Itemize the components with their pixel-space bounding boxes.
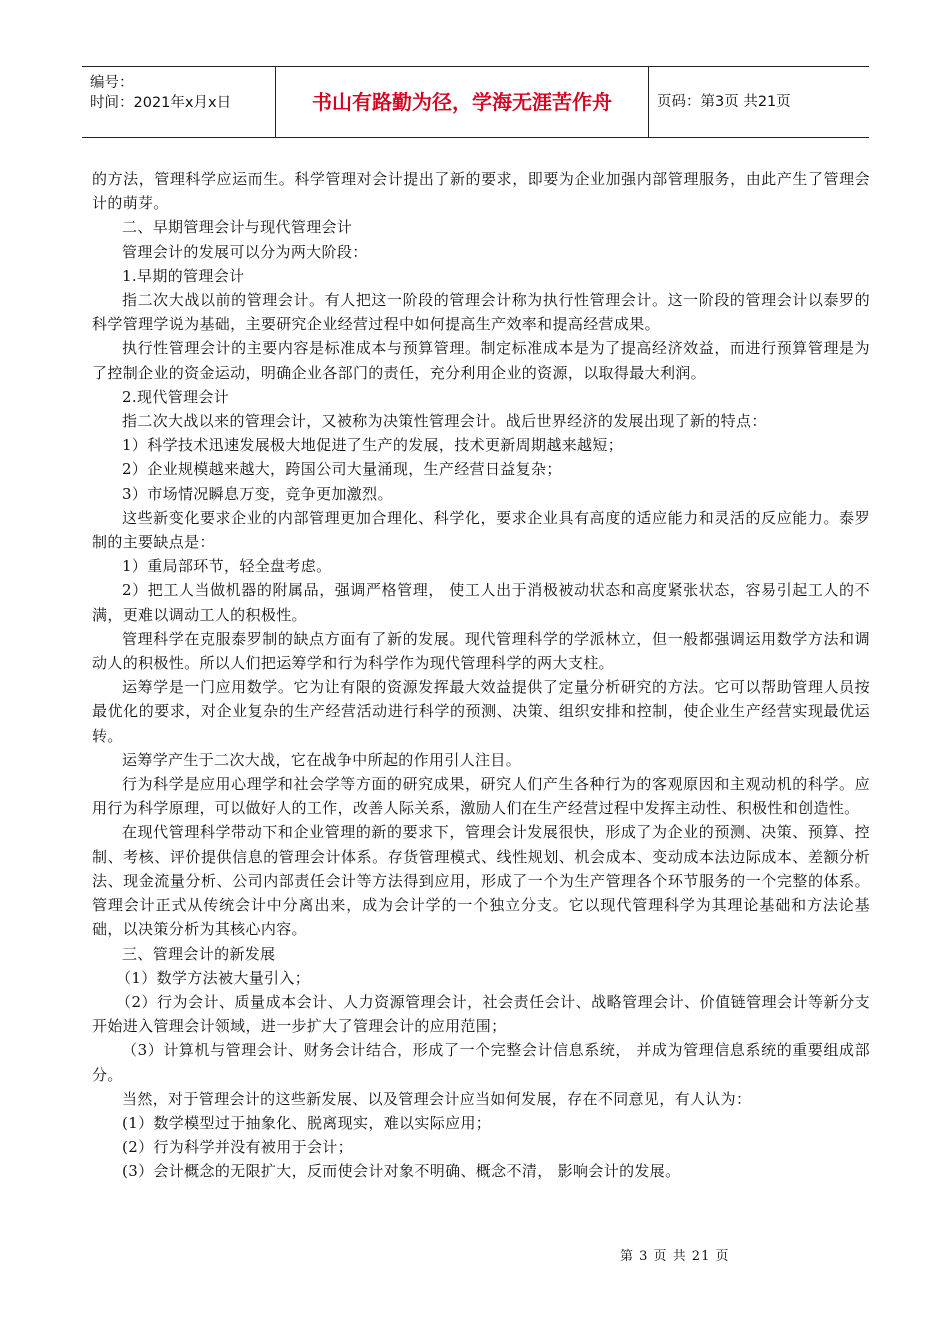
list-item: 1）科学技术迅速发展极大地促进了生产的发展，技术更新周期越来越短； xyxy=(122,436,624,455)
subsection-heading: 2.现代管理会计 xyxy=(122,387,230,406)
header-info-cell xyxy=(82,67,276,137)
list-item: 2）把工人当做机器的附属品，强调严格管理， 使工人出于消极被动状态和高度紧张状态，容易引起工人的不满，更难以调动工人的积极性。 xyxy=(92,581,870,624)
paragraph: 运筹学产生于二次大战，它在战争中所起的作用引人注目。 xyxy=(122,750,522,769)
paragraph: 运筹学是一门应用数学。它为让有限的资源发挥最大效益提供了定量分析研究的方法。它可以帮助管理人员按最优化的要求，对企业复杂的生产经营活动进行科学的预测、决策、组织安排和控制，使企业生产经营实现最优运转。 xyxy=(92,678,870,745)
list-item: （2）行为会计、质量成本会计、人力资源管理会计，社会责任会计、战略管理会计、价值链管理会计等新分支开始进入管理会计领域，进一步扩大了管理会计的应用范围； xyxy=(92,992,870,1036)
list-item: (1）数学模型过于抽象化、脱离现实，难以实际应用； xyxy=(122,1113,492,1132)
paragraph: 指二次大战以来的管理会计，又被称为决策性管理会计。战后世界经济的发展出现了新的特点： xyxy=(122,412,767,431)
paragraph: 在现代管理科学带动下和企业管理的新的要求下，管理会计发展很快，形成了为企业的预测、决策、预算、控制、考核、评价提供信息的管理会计体系。存货管理模式、线性规划、机会成本、变动成本法边际成本、差额分析法、现金流量分析、公司内部责任会计等方法得到应用，形成了一个为生产管理各个环节服务的一个完整的体系。管理会计正式从传统会计中分离出来，成为会计学的一个独立分支。它以现代管理科学为其理论基础和方法论基础，以决策分析为其核心内容。 xyxy=(92,823,870,939)
list-item: 2）企业规模越来越大，跨国公司大量涌现，生产经营日益复杂； xyxy=(122,460,562,479)
serial-number-label: 编号： xyxy=(90,75,134,91)
list-item: 3）市场情况瞬息万变，竞争更加激烈。 xyxy=(122,484,393,503)
list-item: 1）重局部环节，轻全盘考虑。 xyxy=(122,557,332,576)
paragraph: 指二次大战以前的管理会计。有人把这一阶段的管理会计称为执行性管理会计。这一阶段的管理会计以泰罗的科学管理学说为基础，主要研究企业经营过程中如何提高生产效率和提高经营成果。 xyxy=(92,291,870,334)
date-label: 时间：2021年x月x日 xyxy=(90,95,232,111)
page-footer: 第 3 页 共 21 页 xyxy=(620,1249,730,1264)
list-item: (2）行为科学并没有被用于会计； xyxy=(122,1138,353,1157)
header-motto: 书山有路勤为径，学海无涯苦作舟 xyxy=(276,67,649,137)
paragraph: 当然，对于管理会计的这些新发展、以及管理会计应当如何发展，存在不同意见，有人认为： xyxy=(122,1089,752,1108)
subsection-heading: 1.早期的管理会计 xyxy=(122,266,245,285)
list-item: （3）计算机与管理会计、财务会计结合，形成了一个完整会计信息系统， 并成为管理信息系统的重要组成部分。 xyxy=(92,1041,870,1084)
document-body xyxy=(92,167,870,1184)
paragraph: 这些新变化要求企业的内部管理更加合理化、科学化，要求企业具有高度的适应能力和灵活的反应能力。泰罗制的主要缺点是： xyxy=(92,508,870,552)
page-header xyxy=(82,66,869,138)
paragraph: 的方法，管理科学应运而生。科学管理对会计提出了新的要求，即要为企业加强内部管理服务，由此产生了管理会计的萌芽。 xyxy=(92,170,870,213)
paragraph: 管理科学在克服泰罗制的缺点方面有了新的发展。现代管理科学的学派林立，但一般都强调运用数学方法和调动人的积极性。所以人们把运筹学和行为科学作为现代管理科学的两大支柱。 xyxy=(92,629,870,673)
header-page-info: 页码：第3页 共21页 xyxy=(657,94,791,110)
list-item: (3）会计概念的无限扩大，反而使会计对象不明确、概念不清， 影响会计的发展。 xyxy=(122,1162,681,1181)
paragraph: 管理会计的发展可以分为两大阶段： xyxy=(122,242,368,261)
paragraph: 行为科学是应用心理学和社会学等方面的研究成果，研究人们产生各种行为的客观原因和主观动机的科学。应用行为科学原理，可以做好人的工作，改善人际关系，激励人们在生产经营过程中发挥主动性、积极性和创造性。 xyxy=(92,775,870,818)
section-heading: 三、管理会计的新发展 xyxy=(122,944,276,963)
paragraph: 执行性管理会计的主要内容是标准成本与预算管理。制定标准成本是为了提高经济效益，而进行预算管理是为了控制企业的资金运动，明确企业各部门的责任，充分利用企业的资源，以取得最大利润。 xyxy=(92,339,870,382)
section-heading: 二、早期管理会计与现代管理会计 xyxy=(122,218,353,237)
list-item: （1）数学方法被大量引入； xyxy=(116,968,311,987)
